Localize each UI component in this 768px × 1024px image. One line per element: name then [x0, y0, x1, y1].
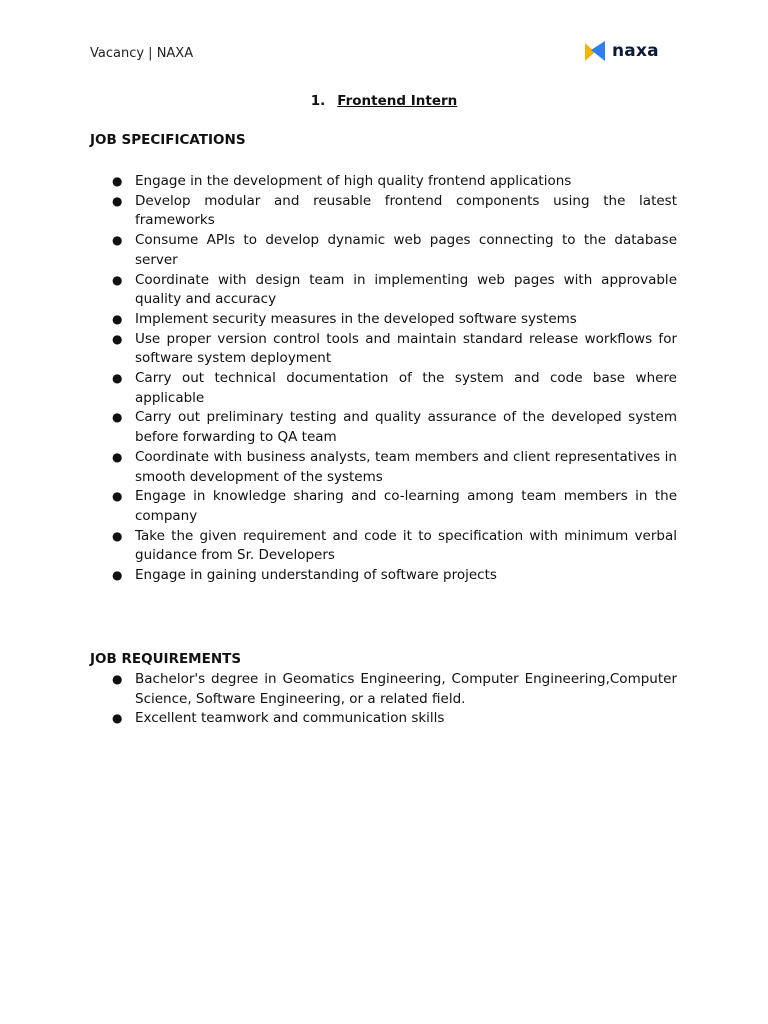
bullet-icon: ●	[112, 410, 123, 425]
job-specification-list-item	[110, 369, 677, 408]
job-specification-list-item	[110, 408, 677, 447]
job-requirements-list	[110, 670, 677, 729]
job-specification-item-text: Carry out preliminary testing and quality assurance of the developed system before forwarding to QA team	[135, 409, 677, 446]
job-specification-item-text: Coordinate with design team in implementing web pages with approvable quality and accuracy	[135, 271, 677, 308]
job-specification-item-text: Consume APIs to develop dynamic web pages connecting to the database server	[135, 232, 677, 268]
position-number: 1.	[310, 93, 326, 109]
naxa-logo-text: naxa	[612, 41, 659, 61]
bullet-icon: ●	[112, 331, 123, 346]
bullet-icon: ●	[112, 371, 123, 386]
job-specification-item-text: Use proper version control tools and maintain standard release workflows for software system deployment	[135, 330, 677, 367]
position-title	[0, 93, 768, 109]
bullet-icon: ●	[112, 233, 123, 248]
job-specification-list-item	[110, 448, 677, 487]
bullet-icon: ●	[112, 174, 123, 188]
job-specification-list-item	[110, 527, 677, 566]
job-specification-item-text: Take the given requirement and code it to specification with minimum verbal guidance from Sr. Developers	[135, 527, 677, 564]
job-specification-item-text: Engage in gaining understanding of software projects	[135, 567, 497, 584]
job-specification-list-item	[110, 310, 677, 330]
job-specification-list-item	[110, 192, 677, 231]
job-specification-item-text: Coordinate with business analysts, team members and client representatives in smooth development of the systems	[135, 448, 677, 485]
bullet-icon: ●	[112, 528, 123, 543]
job-requirement-list-item	[110, 670, 677, 709]
bullet-icon: ●	[112, 272, 123, 287]
job-specification-item-text: Develop modular and reusable frontend components using the latest frameworks	[135, 192, 677, 229]
job-specification-item-text: Implement security measures in the developed software systems	[135, 310, 577, 327]
naxa-logo-icon	[583, 39, 607, 63]
bullet-icon: ●	[112, 449, 123, 464]
bullet-icon: ●	[112, 711, 123, 726]
job-specification-list-item	[110, 271, 677, 310]
job-specification-item-text: Engage in knowledge sharing and co-learning among team members in the company	[135, 488, 677, 524]
job-specification-item-text: Carry out technical documentation of the system and code base where applicable	[135, 370, 677, 406]
job-specification-list-item	[110, 172, 677, 192]
job-requirement-item-text: Bachelor's degree in Geomatics Engineering, Computer Engineering,Computer Science, Software Engineering, or a related field.	[135, 671, 677, 707]
bullet-icon: ●	[112, 193, 123, 208]
bullet-icon: ●	[112, 568, 123, 583]
job-specifications-list	[110, 172, 677, 586]
bullet-icon: ●	[112, 489, 123, 504]
job-specification-list-item	[110, 231, 677, 270]
job-requirement-list-item	[110, 709, 677, 729]
job-specification-list-item	[110, 487, 677, 526]
job-requirements-heading: JOB REQUIREMENTS	[90, 651, 242, 667]
position-name: Frontend Intern	[337, 93, 458, 109]
job-specifications-heading: JOB SPECIFICATIONS	[90, 132, 246, 148]
job-specification-item-text: Engage in the development of high quality frontend applications	[135, 173, 572, 189]
job-requirement-item-text: Excellent teamwork and communication skills	[135, 710, 445, 727]
job-specification-list-item	[110, 566, 677, 586]
bullet-icon: ●	[112, 672, 123, 686]
bullet-icon: ●	[112, 311, 123, 326]
job-specification-list-item	[110, 330, 677, 369]
naxa-logo	[583, 38, 659, 64]
header-vacancy-label: Vacancy | NAXA	[90, 46, 194, 61]
